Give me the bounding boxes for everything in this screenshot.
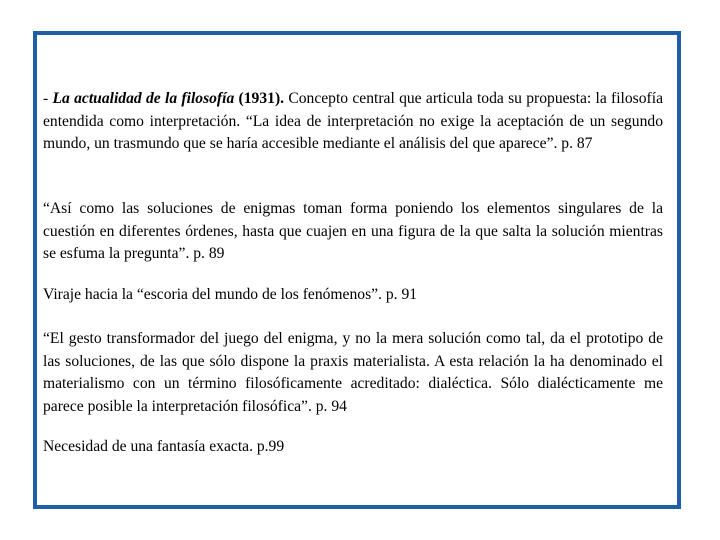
- work-title: La actualidad de la filosofía: [52, 90, 235, 107]
- paragraph-fantasia-exacta: Necesidad de una fantasía exacta. p.99: [43, 438, 285, 455]
- paragraph-text: Concepto central que articula toda su propuesta: la filosofía entendida como interpretación. “La idea de interpretación no exige la aceptación de un segundo mundo, un trasmundo que se haría accesible mediante el análisis del que aparece”. p. 87: [43, 90, 663, 152]
- paragraph-work-intro: [43, 88, 663, 156]
- list-dash: -: [43, 90, 53, 107]
- paragraph-quote-dialectica: “El gesto transformador del juego del enigma, y no la mera solución como tal, da el prototipo de las soluciones, de las que sólo dispone la praxis materialista. A esta relación la ha denominado el materialismo con un término filosóficamente acreditado: dialéctica. Sólo dialécticamente me parece posible la interpretación filosófica”. p. 94: [43, 330, 663, 415]
- paragraph-quote-enigmas: “Así como las soluciones de enigmas toman forma poniendo los elementos singulares de la cuestión en diferentes órdenes, hasta que cuajen en una figura de la que salta la solución mientras se esfuma la pregunta”. p. 89: [43, 200, 663, 262]
- work-year: (1931).: [234, 90, 285, 107]
- paragraph-viraje: Viraje hacia la “escoria del mundo de los fenómenos”. p. 91: [43, 286, 418, 303]
